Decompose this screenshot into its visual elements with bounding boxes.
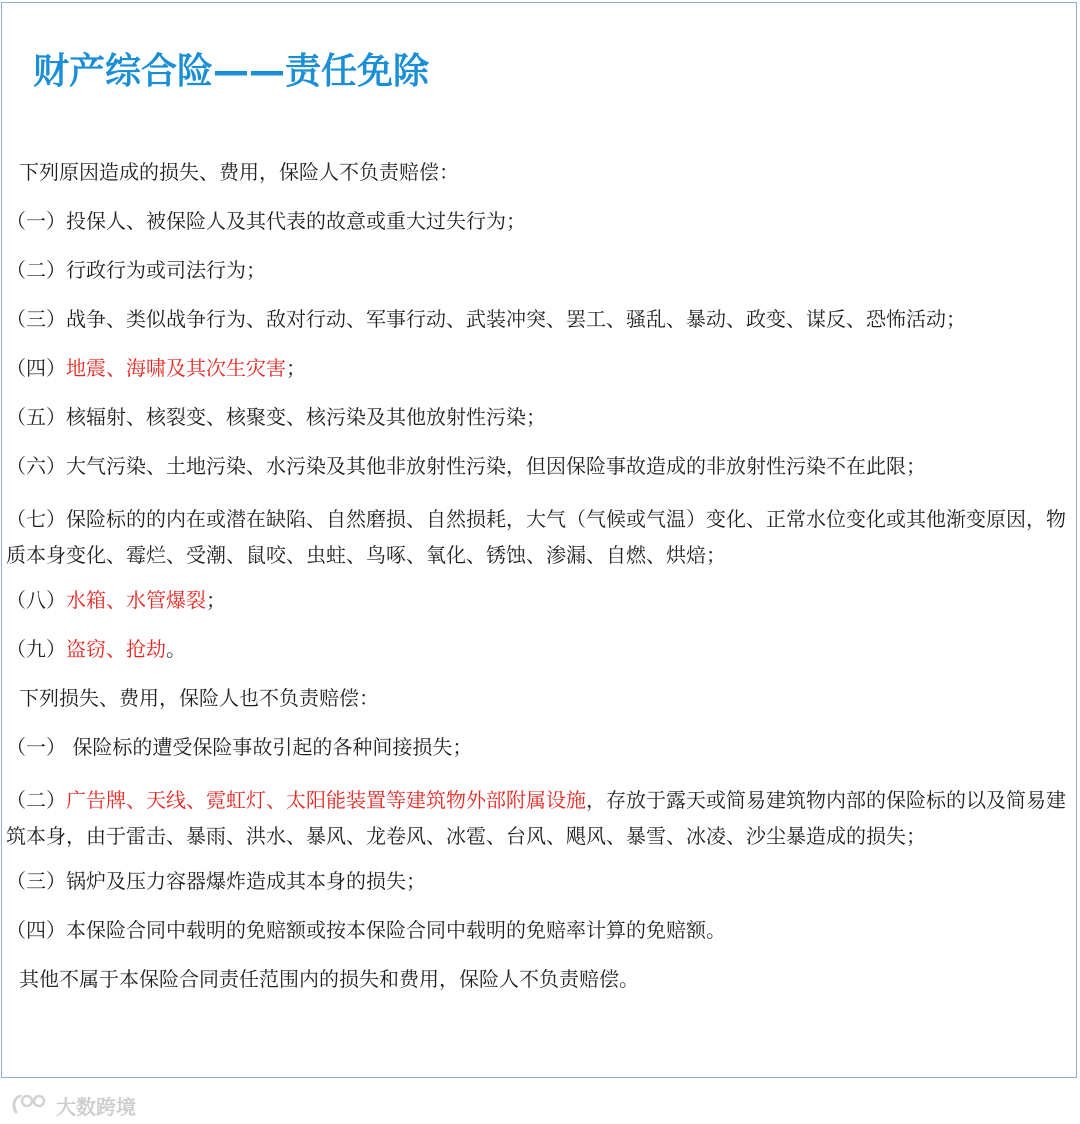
section2-item-1: （一） 保险标的遭受保险事故引起的各种间接损失； bbox=[6, 735, 473, 759]
section2-intro: 下列损失、费用，保险人也不负责赔偿： bbox=[19, 686, 379, 710]
watermark bbox=[10, 1090, 136, 1120]
highlight-text: 盗窃、抢劫 bbox=[66, 637, 166, 661]
section1-item-9: （九）盗窃、抢劫。 bbox=[6, 637, 186, 661]
watermark-logo-icon bbox=[10, 1092, 50, 1118]
section1-item-8: （八）水箱、水管爆裂； bbox=[6, 588, 226, 612]
highlight-text: 广告牌、天线、霓虹灯、太阳能装置等建筑物外部附属设施 bbox=[66, 788, 586, 812]
section2-item-4: （四）本保险合同中载明的免赔额或按本保险合同中载明的免赔率计算的免赔额。 bbox=[6, 918, 726, 942]
section1-item-7: （七）保险标的的内在或潜在缺陷、自然磨损、自然损耗，大气（气候或气温）变化、正常水位变化或其他渐变原因，物质本身变化、霉烂、受潮、鼠咬、虫蛀、鸟啄、氧化、锈蚀、渗漏、自燃、烘焙； bbox=[6, 507, 1066, 567]
document-frame bbox=[1, 2, 1077, 1078]
section1-item-3: （三）战争、类似战争行为、敌对行动、军事行动、武装冲突、罢工、骚乱、暴动、政变、谋反、恐怖活动； bbox=[6, 307, 966, 331]
page-title: 财产综合险——责任免除 bbox=[33, 51, 430, 92]
section1-intro: 下列原因造成的损失、费用，保险人不负责赔偿： bbox=[19, 160, 459, 184]
section1-item-2: （二）行政行为或司法行为； bbox=[6, 258, 266, 282]
section1-item-1: （一）投保人、被保险人及其代表的故意或重大过失行为； bbox=[6, 209, 526, 233]
section1-item-6: （六）大气污染、土地污染、水污染及其他非放射性污染，但因保险事故造成的非放射性污染不在此限； bbox=[6, 454, 926, 478]
closing-statement: 其他不属于本保险合同责任范围内的损失和费用，保险人不负责赔偿。 bbox=[19, 967, 639, 991]
section1-item-4: （四）地震、海啸及其次生灾害； bbox=[6, 356, 306, 380]
highlight-text: 水箱、水管爆裂 bbox=[66, 588, 206, 612]
document-body bbox=[6, 158, 1068, 1014]
highlight-text: 地震、海啸及其次生灾害 bbox=[66, 356, 286, 380]
watermark-text: 大数跨境 bbox=[56, 1094, 136, 1119]
section1-item-5: （五）核辐射、核裂变、核聚变、核污染及其他放射性污染； bbox=[6, 405, 546, 429]
section2-item-2: （二）广告牌、天线、霓虹灯、太阳能装置等建筑物外部附属设施，存放于露天或简易建筑物内部的保险标的以及简易建筑本身，由于雷击、暴雨、洪水、暴风、龙卷风、冰雹、台风、飓风、暴雪、冰凌、沙尘暴造成的损失； bbox=[6, 788, 1066, 848]
section2-item-3: （三）锅炉及压力容器爆炸造成其本身的损失； bbox=[6, 869, 426, 893]
